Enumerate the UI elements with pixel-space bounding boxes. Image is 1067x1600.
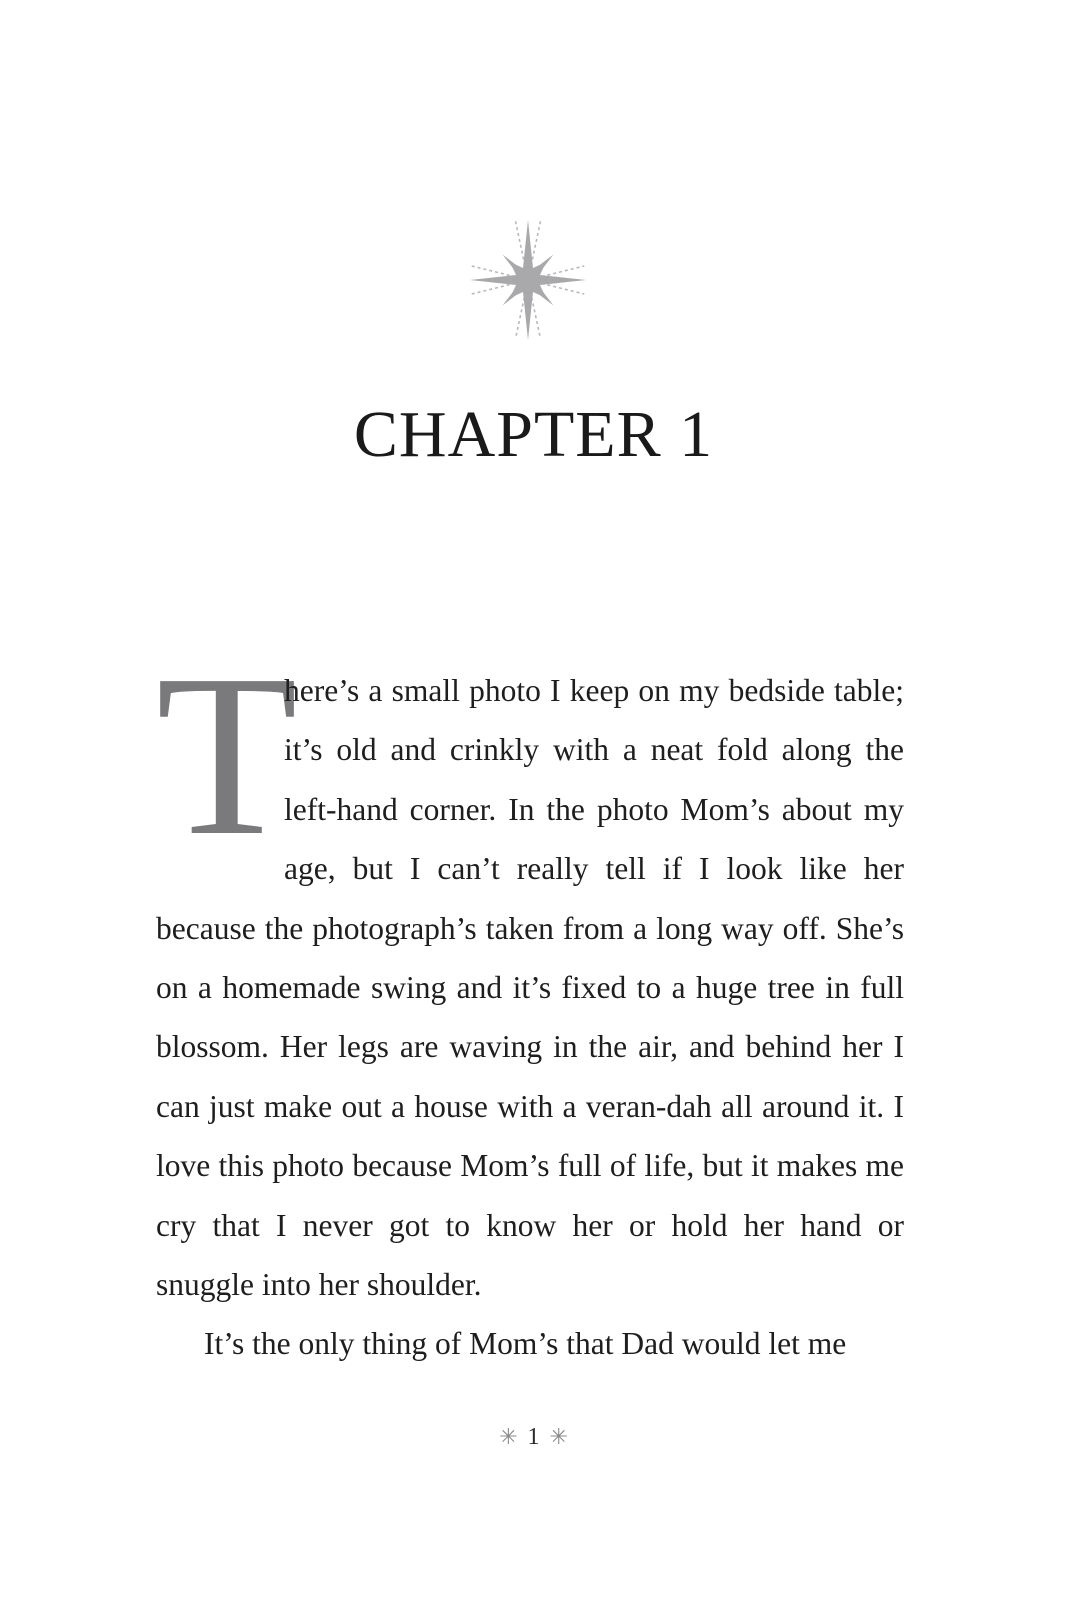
drop-cap: T <box>156 627 298 884</box>
star-ornament-icon <box>468 218 588 342</box>
star-right-icon: ✳ <box>549 1424 568 1449</box>
page-footer <box>0 1424 1067 1451</box>
paragraph-2: It’s the only thing of Mom’s that Dad would let me <box>204 1326 847 1362</box>
star-left-icon: ✳ <box>499 1424 518 1449</box>
chapter-body <box>156 627 904 1374</box>
paragraph-1 <box>156 627 904 1314</box>
chapter-title: CHAPTER 1 <box>353 398 714 471</box>
page-number: 1 <box>527 1424 540 1450</box>
paragraph-1-text: here’s a small photo I keep on my bedside table; it’s old and crinkly with a neat fold along the left-hand corner. In the photo Mom’s about my age, but I can’t really tell if I look like her because the photograph’s taken from a long way off. She’s on a homemade swing and it’s fixed to a huge tree in full blossom. Her legs are waving in the air, and behind her I can just make out a house with a veran-dah all around it. I love this photo because Mom’s full of life, but it makes me cry that I never got to know her or hold her hand or snuggle into her shoulder. <box>156 673 904 1303</box>
